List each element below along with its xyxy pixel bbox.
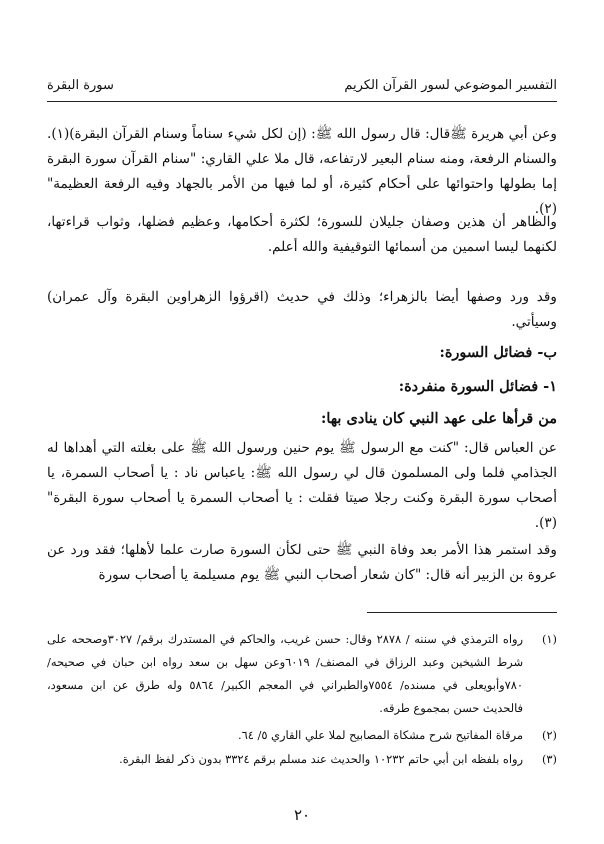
footnote-number: (٣) — [541, 752, 557, 766]
paragraph-continuation: وقد استمر هذا الأمر بعد وفاة النبي ﷺ حتى لكأن السورة صارت علما لأهلها؛ فقد ورد عن عروة بن الزبير أنه قال: "كان شعار أصحاب النبي ﷺ يوم مسيلمة يا أصحاب سورة — [47, 542, 557, 583]
footnote-number: (٢) — [541, 728, 557, 742]
section-heading-virtues: ب- فضائل السورة: — [439, 344, 557, 361]
paragraph-zahrawain: وقد ورد وصفها أيضا بالزهراء؛ وذلك في حديث (اقرؤوا الزهراوين البقرة وآل عمران) وسيأتي. — [47, 289, 557, 330]
running-header-surah-title: سورة البقرة — [47, 78, 114, 93]
footnote-2 — [47, 724, 557, 747]
header-divider — [47, 101, 557, 102]
footnote-text: مرقاة المفاتيح شرح مشكاة المصابيح لملا علي القاري ٥/ ٦٤. — [237, 728, 523, 742]
footnote-number: (١) — [541, 632, 557, 646]
paragraph-interpretation: والظاهر أن هذين وصفان جليلان للسورة؛ لكثرة أحكامها، وعظيم فضلها، وثواب قراءتها، لكنهما ليسا اسمين من أسمائها التوقيفية والله أعلم. — [47, 214, 557, 255]
subheading-called-by-it: من قرأها على عهد النبي كان ينادى بها: — [320, 410, 557, 427]
paragraph-abbas-hadith: عن العباس قال: "كنت مع الرسول ﷺ يوم حنين ورسول الله ﷺ على بغلته التي أهداها له الجذامي فلما ولى المسلمون قال لي رسول الله ﷺ: ياعباس ناد : يا أصحاب السمرة، يا أصحاب سورة البقرة وكنت رجلا صيتا فقلت : يا أصحاب السمرة يا أصحاب سورة البقرة"(٣). — [47, 440, 557, 531]
page-number: ٢٠ — [293, 806, 311, 824]
running-header-book-title: التفسير الموضوعي لسور القرآن الكريم — [344, 78, 557, 93]
paragraph-abu-hurayra: وعن أبي هريرة ﷺقال: قال رسول الله ﷺ: (إن لكل شيء سناماً وسنام القرآن البقرة)(١). والسنام الرفعة، ومنه سنام البعير لارتفاعه، قال ملا علي القاري: "سنام القرآن سورة البقرة إما بطولها واحتوائها على أحكام كثيرة، أو لما فيها من الأمر بالجهاد وفيه الرفعة العظيمة"(٢). — [47, 126, 557, 217]
footnote-divider — [367, 612, 557, 613]
footnote-text: رواه الترمذي في سننه / ٢٨٧٨ وقال: حسن غريب، والحاكم في المستدرك برقم/ ٣٠٢٧وصححه على شرط الشيخين وعبد الرزاق في المصنف/ ٦٠١٩وعن سهل بن سعد رواه ابن حبان في صحيحه/ ٧٨٠وأبويعلى في مسنده/ ٧٥٥٤والطبراني في المعجم الكبير/ ٥٨٦٤ وله طرق عن ابن مسعود، فالحديث حسن بمجموع طرقه. — [47, 632, 523, 715]
footnote-3 — [47, 748, 557, 771]
subsection-heading-individual-virtues: ١- فضائل السورة منفردة: — [398, 378, 557, 395]
footnote-text: رواه بلفظه ابن أبي حاتم ١٠٢٣٢ والحديث عند مسلم برقم ٣٣٢٤ بدون ذكر لفظ البقرة. — [119, 752, 523, 766]
footnote-1 — [47, 628, 557, 720]
